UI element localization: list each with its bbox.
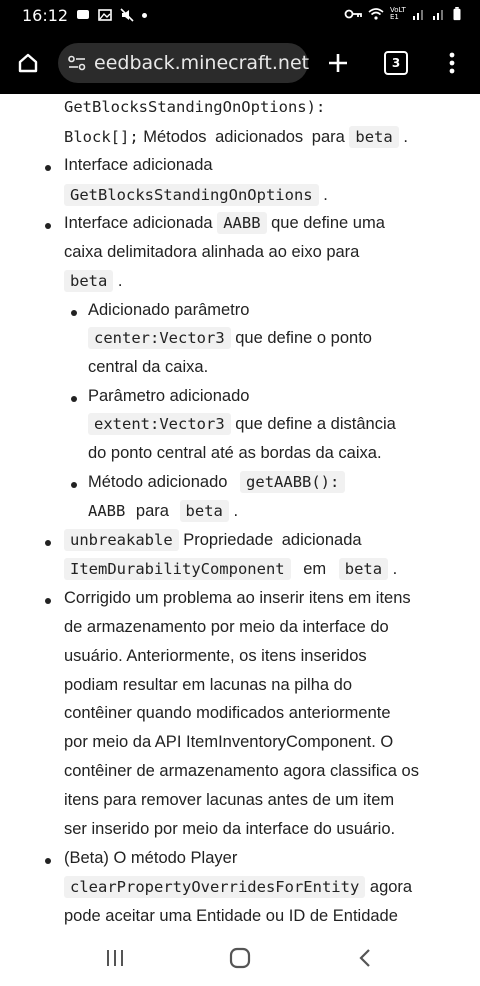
text-line xyxy=(88,415,396,434)
text-line xyxy=(64,186,328,205)
inline-code: beta xyxy=(339,558,388,580)
text: que define a distância xyxy=(235,415,396,433)
text-line xyxy=(64,214,385,233)
text-line: por meio da API ItemInventoryComponent. O xyxy=(64,733,394,751)
text-line: itens para remover lacunas antes de um item xyxy=(64,791,395,809)
menu-button[interactable] xyxy=(432,43,472,83)
inline-code: AABB xyxy=(88,502,126,520)
navigation-bar xyxy=(0,930,480,986)
sub-bullet xyxy=(71,310,77,316)
text: Interface adicionada xyxy=(64,214,213,232)
notification-icons xyxy=(76,8,147,22)
text: . xyxy=(392,560,398,578)
site-settings-icon[interactable] xyxy=(68,55,86,71)
text: . xyxy=(233,502,239,520)
text-line xyxy=(64,560,397,579)
sub-bullet xyxy=(71,482,77,488)
text-line: contêiner quando modificados anteriormente xyxy=(64,704,391,722)
text-line: de armazenamento por meio da interface do xyxy=(64,618,389,636)
inline-code: GetBlocksStandingOnOptions): xyxy=(64,98,326,116)
text: Métodos adicionados para xyxy=(143,128,345,146)
browser-toolbar xyxy=(0,32,480,94)
text: em xyxy=(303,560,327,578)
inline-code: beta xyxy=(180,500,229,522)
sub-bullet xyxy=(71,396,77,402)
text: agora xyxy=(369,878,413,896)
inline-code: beta xyxy=(64,270,113,292)
list-item-text: Interface adicionada xyxy=(64,156,213,174)
mute-icon xyxy=(120,8,134,22)
text-line: central da caixa. xyxy=(88,358,209,376)
bullet xyxy=(45,598,51,604)
message-icon xyxy=(76,8,90,22)
back-chevron-icon xyxy=(358,948,372,968)
recents-icon xyxy=(105,949,125,967)
text-line: contêiner de armazenamento agora classifica os xyxy=(64,762,419,780)
text-line: do ponto central até as bordas da caixa. xyxy=(88,444,382,462)
text-line: Parâmetro adicionado xyxy=(88,387,250,405)
inline-code: extent:Vector3 xyxy=(88,413,231,435)
text-line: usuário. Anteriormente, os itens inseridos xyxy=(64,647,367,665)
text: . xyxy=(117,272,123,290)
back-button[interactable] xyxy=(345,942,385,974)
inline-code: center:Vector3 xyxy=(88,327,231,349)
wifi-icon xyxy=(368,7,384,21)
text-line: Corrigido um problema ao inserir itens em itens xyxy=(64,589,411,607)
gallery-icon xyxy=(98,8,112,22)
new-tab-button[interactable] xyxy=(318,43,358,83)
signal-icon-2 xyxy=(432,7,446,21)
text-line xyxy=(64,531,362,550)
recent-apps-button[interactable] xyxy=(95,942,135,974)
inline-code: unbreakable xyxy=(64,529,179,551)
text: Propriedade adicionada xyxy=(183,531,362,549)
bullet xyxy=(45,540,51,546)
text-line: (Beta) O método Player xyxy=(64,849,238,867)
home-circle-icon xyxy=(229,947,251,969)
key-icon xyxy=(344,7,362,21)
signal-icon xyxy=(412,7,426,21)
page-content[interactable] xyxy=(0,94,480,930)
url-text: eedback.minecraft.net xyxy=(94,52,310,74)
system-icons xyxy=(344,7,462,21)
text-line: podiam resultar em lacunas na pilha do xyxy=(64,676,353,694)
inline-code: GetBlocksStandingOnOptions xyxy=(64,184,319,206)
text: que define o ponto xyxy=(235,329,372,347)
inline-code: AABB xyxy=(217,212,266,234)
more-vert-icon xyxy=(449,52,455,74)
text-line xyxy=(88,502,238,521)
battery-icon xyxy=(452,7,462,21)
text: Método adicionado xyxy=(88,473,228,491)
text: . xyxy=(323,186,328,204)
inline-code: ItemDurabilityComponent xyxy=(64,558,291,580)
text-line: Adicionado parâmetro xyxy=(88,301,250,319)
text: para xyxy=(135,502,169,520)
inline-code: Block[]; xyxy=(64,128,139,146)
inline-code: clearPropertyOverridesForEntity xyxy=(64,876,365,898)
inline-code: getAABB(): xyxy=(240,471,345,493)
text: que define uma xyxy=(271,214,385,232)
home-button[interactable] xyxy=(8,43,48,83)
clock: 16:12 xyxy=(22,6,69,25)
tab-count: 3 xyxy=(384,51,408,75)
bullet xyxy=(45,165,51,171)
text-line: caixa delimitadora alinhada ao eixo para xyxy=(64,243,360,261)
text-line xyxy=(64,128,408,147)
text-line xyxy=(88,329,372,348)
address-bar[interactable] xyxy=(58,43,308,83)
text-line: ser inserido por meio da interface do usuário. xyxy=(64,820,396,838)
text: . xyxy=(403,128,408,146)
home-nav-button[interactable] xyxy=(220,942,260,974)
volte-label: VoLTE1 xyxy=(390,6,406,21)
dot-icon xyxy=(142,13,147,18)
text-line xyxy=(64,878,412,897)
tab-switcher-button[interactable] xyxy=(376,43,416,83)
text-line xyxy=(88,473,345,492)
home-icon xyxy=(17,52,39,74)
bullet xyxy=(45,223,51,229)
bullet xyxy=(45,858,51,864)
text-line xyxy=(64,98,325,117)
inline-code: beta xyxy=(349,126,398,148)
status-bar xyxy=(0,0,480,32)
text-line: pode aceitar uma Entidade ou ID de Entidade xyxy=(64,907,398,925)
text-line xyxy=(64,272,123,291)
plus-icon xyxy=(327,52,349,74)
